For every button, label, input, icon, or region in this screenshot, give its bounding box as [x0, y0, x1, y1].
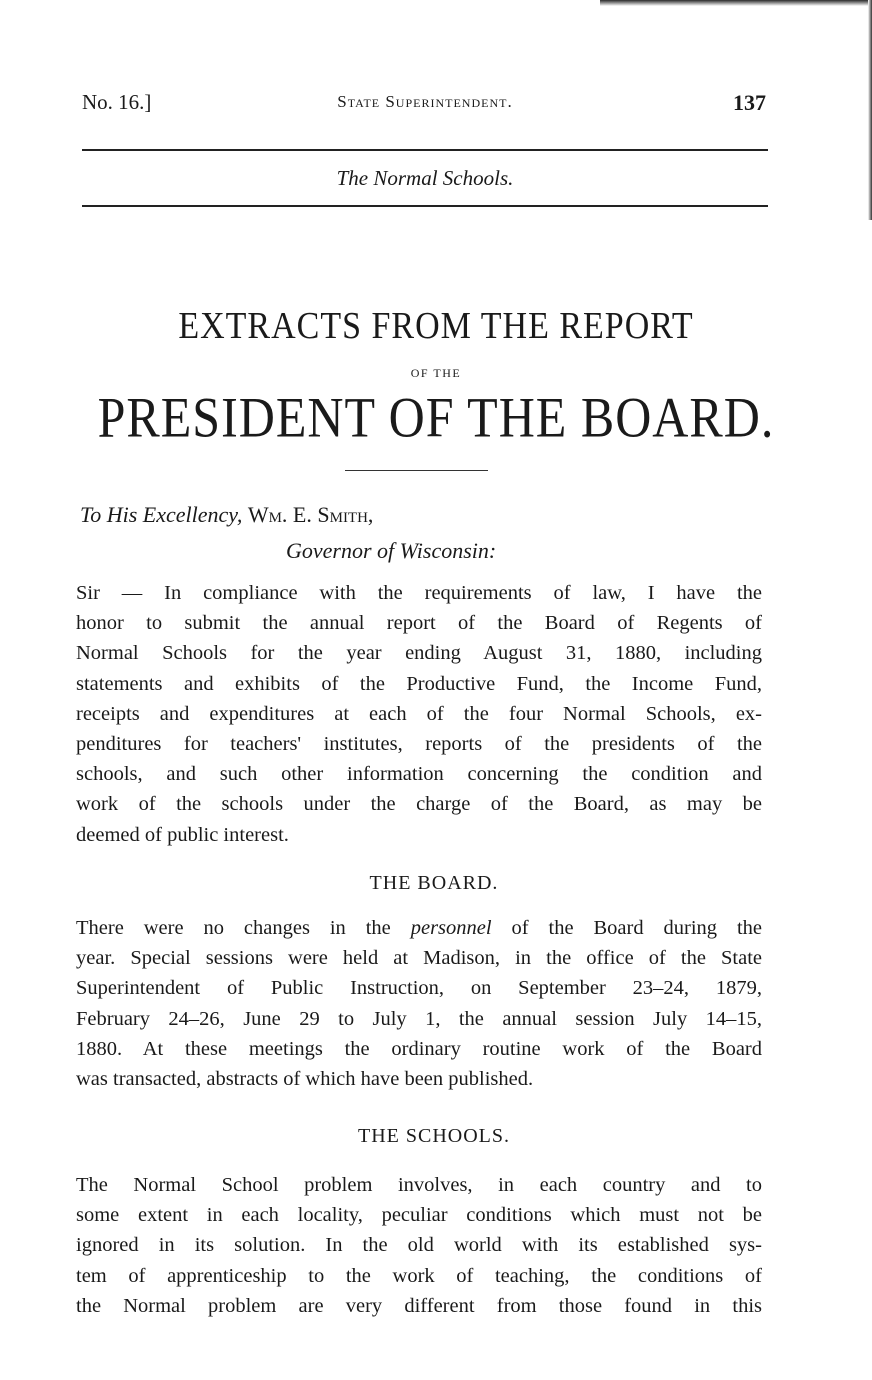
paragraph-line: was transacted, abstracts of which have been published.	[76, 1068, 534, 1091]
italic-term: personnel	[410, 917, 492, 939]
header-rule-top	[82, 149, 768, 151]
document-number: No. 16.]	[82, 90, 152, 114]
paragraph-line: some extent in each locality, peculiar conditions which must not be	[76, 1204, 762, 1227]
section-head: The Normal Schools.	[336, 166, 514, 190]
paragraph-line: The Normal School problem involves, in each country and to	[76, 1174, 762, 1196]
paragraph-line: Sir — In compliance with the requirements of law, I have the	[76, 582, 762, 604]
running-head-title: State Superintendent.	[337, 92, 513, 111]
paragraph-line: penditures for teachers' institutes, reports of the presidents of the	[76, 733, 762, 756]
paragraph-line: schools, and such other information concerning the condition and	[76, 763, 762, 786]
paragraph-line: ignored in its solution. In the old world with its established sys-	[76, 1234, 762, 1257]
running-head	[82, 90, 768, 120]
title-line-1: EXTRACTS FROM THE REPORT	[178, 305, 694, 348]
subhead-the-board: THE BOARD.	[369, 872, 499, 894]
salutation-office: Governor of Wisconsin:	[286, 538, 497, 563]
page-number: 137	[733, 90, 766, 115]
paragraph-1	[76, 578, 762, 850]
title-line-3: PRESIDENT OF THE BOARD.	[97, 384, 775, 450]
page-edge-shadow-right	[868, 0, 872, 220]
text-run: of the Board during the	[511, 917, 763, 939]
paragraph-line: honor to submit the annual report of the Board of Regents of	[76, 612, 762, 635]
salutation-name: Wm. E. Smith,	[247, 502, 374, 527]
paragraph-line	[76, 913, 762, 943]
paragraph-2	[76, 913, 762, 1094]
paragraph-line: Normal Schools for the year ending August 31, 1880, including	[76, 642, 762, 665]
text-run: There were no changes in the	[76, 917, 391, 939]
header-rule-bottom	[82, 205, 768, 207]
paragraph-line: year. Special sessions were held at Madison, in the office of the State	[76, 947, 762, 970]
salutation-prefix: To His Excellency,	[80, 502, 243, 527]
paragraph-line: 1880. At these meetings the ordinary routine work of the Board	[76, 1037, 762, 1060]
title-line-2: OF THE	[410, 366, 462, 380]
subhead-the-schools: THE SCHOOLS.	[357, 1125, 510, 1147]
paragraph-line: the Normal problem are very different from those found in this	[76, 1294, 762, 1317]
paragraph-3	[76, 1170, 762, 1321]
salutation	[80, 502, 373, 528]
title-divider	[345, 470, 488, 471]
paragraph-line: Superintendent of Public Instruction, on September 23–24, 1879,	[76, 977, 762, 1000]
paragraph-line: receipts and expenditures at each of the four Normal Schools, ex-	[76, 702, 762, 725]
paragraph-line: statements and exhibits of the Productive Fund, the Income Fund,	[76, 672, 762, 695]
paragraph-line: work of the schools under the charge of the Board, as may be	[76, 793, 762, 816]
page-edge-shadow	[600, 0, 872, 6]
paragraph-line: February 24–26, June 29 to July 1, the annual session July 14–15,	[76, 1007, 762, 1030]
paragraph-line: deemed of public interest.	[76, 823, 289, 846]
paragraph-line: tem of apprenticeship to the work of teaching, the conditions of	[76, 1264, 762, 1287]
